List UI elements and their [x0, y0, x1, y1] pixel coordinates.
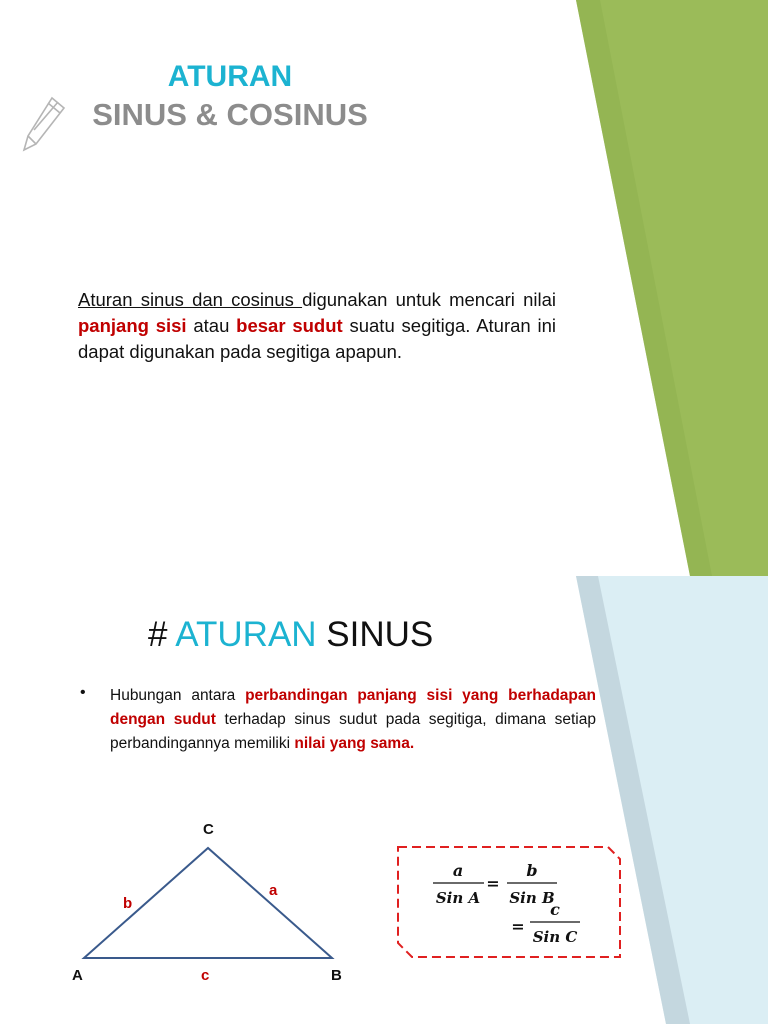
- bullet-text-1: Hubungan antara: [110, 687, 246, 704]
- title-hash: #: [148, 615, 176, 654]
- vertex-c-label: C: [203, 821, 214, 838]
- highlight-besar-sudut: besar sudut: [236, 315, 343, 336]
- title-aturan: ATURAN: [175, 615, 317, 654]
- triangle-shape: [84, 848, 332, 958]
- title-sinus: SINUS: [316, 615, 434, 654]
- formula-num-c: c: [550, 900, 560, 919]
- bullet-highlight-2: nilai yang sama.: [294, 735, 415, 752]
- vertex-b-label: B: [331, 967, 342, 984]
- formula-den-sin-b: Sin B: [509, 889, 555, 907]
- side-b-label: b: [123, 895, 133, 912]
- side-a-label: a: [269, 882, 278, 899]
- paragraph-text-1: digunakan untuk mencari nilai: [302, 289, 556, 310]
- bullet-marker: •: [80, 684, 86, 701]
- bullet-highlight-1: perbandingan panjang sisi yang berhadapan dengan sudut: [110, 687, 596, 728]
- side-c-label: c: [201, 967, 210, 984]
- paragraph-text-3: suatu segitiga. Aturan ini dapat digunakan pada segitiga apapun.: [78, 315, 557, 362]
- formula-equals-2: =: [511, 917, 525, 936]
- highlight-panjang-sisi: panjang sisi: [78, 315, 187, 336]
- underlined-phrase: Aturan sinus dan cosinus: [78, 289, 303, 310]
- title-line-2: SINUS & COSINUS: [92, 97, 368, 132]
- formula-den-sin-a: Sin A: [435, 889, 481, 907]
- formula-equals-1: =: [486, 874, 500, 893]
- paragraph-text-2: atau: [186, 315, 237, 336]
- vertex-a-label: A: [72, 967, 83, 984]
- bullet-text-2: terhadap sinus sudut pada segitiga, dimana setiap perbandingannya memiliki: [110, 711, 596, 752]
- formula-num-b: b: [526, 861, 538, 880]
- title-line-1: ATURAN: [167, 60, 293, 93]
- formula-den-sin-c: Sin C: [532, 928, 578, 946]
- formula-num-a: a: [452, 861, 464, 880]
